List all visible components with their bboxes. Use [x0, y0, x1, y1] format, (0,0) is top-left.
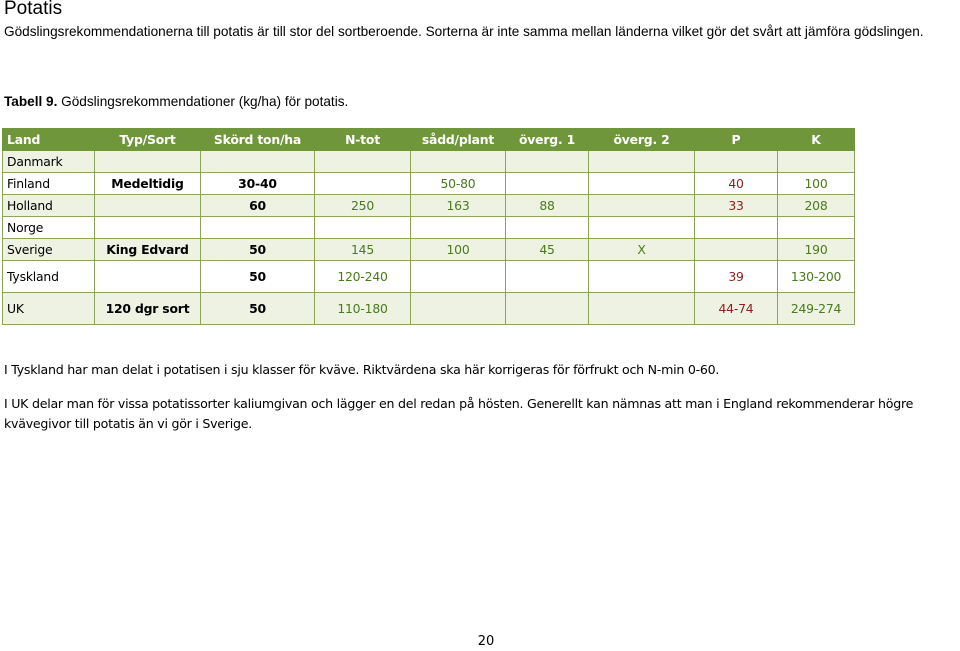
cell-k: 249-274 [778, 293, 855, 325]
table-row [3, 239, 855, 261]
cell-overg-2 [589, 195, 695, 217]
cell-land: UK [3, 293, 95, 325]
cell-overg-1 [506, 261, 589, 293]
table-caption [4, 93, 348, 111]
header-skord: Skörd ton/ha [201, 129, 315, 151]
cell-overg-2 [589, 293, 695, 325]
cell-n-tot: 145 [315, 239, 411, 261]
cell-p [695, 217, 778, 239]
cell-overg-2 [589, 173, 695, 195]
cell-k: 100 [778, 173, 855, 195]
cell-n-tot [315, 217, 411, 239]
cell-typ-sort: Medeltidig [95, 173, 201, 195]
cell-k: 130-200 [778, 261, 855, 293]
cell-typ-sort: 120 dgr sort [95, 293, 201, 325]
table-caption-text: Gödslingsrekommendationer (kg/ha) för potatis. [57, 94, 349, 109]
cell-sadd-plant: 50-80 [411, 173, 506, 195]
section-title: Potatis [4, 0, 63, 19]
cell-typ-sort [95, 151, 201, 173]
cell-skord [201, 151, 315, 173]
header-row [3, 129, 855, 151]
header-k: K [778, 129, 855, 151]
cell-k: 190 [778, 239, 855, 261]
table-row [3, 261, 855, 293]
header-overg-2: överg. 2 [589, 129, 695, 151]
cell-k [778, 217, 855, 239]
fertilizer-table [2, 128, 855, 325]
cell-land: Finland [3, 173, 95, 195]
cell-land: Tyskland [3, 261, 95, 293]
cell-overg-1 [506, 151, 589, 173]
cell-land: Norge [3, 217, 95, 239]
table-body [3, 151, 855, 325]
cell-p: 39 [695, 261, 778, 293]
cell-sadd-plant: 163 [411, 195, 506, 217]
cell-land: Holland [3, 195, 95, 217]
cell-skord: 50 [201, 239, 315, 261]
cell-k [778, 151, 855, 173]
header-overg-1: överg. 1 [506, 129, 589, 151]
cell-skord: 50 [201, 293, 315, 325]
cell-n-tot: 120-240 [315, 261, 411, 293]
cell-overg-2 [589, 217, 695, 239]
cell-sadd-plant [411, 217, 506, 239]
cell-p: 44-74 [695, 293, 778, 325]
cell-sadd-plant [411, 261, 506, 293]
cell-overg-2: X [589, 239, 695, 261]
table-header [3, 129, 855, 151]
cell-overg-1: 45 [506, 239, 589, 261]
cell-skord [201, 217, 315, 239]
cell-overg-2 [589, 261, 695, 293]
cell-p: 40 [695, 173, 778, 195]
cell-land: Danmark [3, 151, 95, 173]
paragraph-tyskland: I Tyskland har man delat i potatisen i sju klasser för kväve. Riktvärdena ska här korrigeras för förfrukt och N-min 0-60. [4, 362, 720, 377]
cell-p: 33 [695, 195, 778, 217]
paragraph-uk: I UK delar man för vissa potatissorter kaliumgivan och lägger en del redan på hösten. Generellt kan nämnas att man i England rekommenderar högre kvävegivor till potatis än vi gör i Sverige. [4, 396, 914, 431]
table-row [3, 293, 855, 325]
cell-skord: 50 [201, 261, 315, 293]
cell-n-tot: 250 [315, 195, 411, 217]
cell-sadd-plant [411, 151, 506, 173]
cell-overg-1 [506, 217, 589, 239]
cell-typ-sort [95, 195, 201, 217]
cell-n-tot [315, 173, 411, 195]
page-number: 20 [477, 634, 495, 649]
intro-paragraph: Gödslingsrekommendationerna till potatis är till stor del sortberoende. Sorterna är inte samma mellan länderna vilket gör det svårt att jämföra gödslingen. [4, 24, 924, 39]
header-p: P [695, 129, 778, 151]
header-sadd-plant: sådd/plant [411, 129, 506, 151]
header-n-tot: N-tot [315, 129, 411, 151]
header-typ-sort: Typ/Sort [95, 129, 201, 151]
cell-n-tot [315, 151, 411, 173]
cell-k: 208 [778, 195, 855, 217]
cell-overg-1 [506, 173, 589, 195]
cell-typ-sort [95, 261, 201, 293]
header-land: Land [3, 129, 95, 151]
table-row [3, 217, 855, 239]
cell-overg-1 [506, 293, 589, 325]
cell-skord: 60 [201, 195, 315, 217]
cell-sadd-plant [411, 293, 506, 325]
cell-typ-sort [95, 217, 201, 239]
cell-sadd-plant: 100 [411, 239, 506, 261]
cell-land: Sverige [3, 239, 95, 261]
cell-overg-2 [589, 151, 695, 173]
table-row [3, 195, 855, 217]
cell-overg-1: 88 [506, 195, 589, 217]
cell-p [695, 151, 778, 173]
table-row [3, 151, 855, 173]
cell-p [695, 239, 778, 261]
table-row [3, 173, 855, 195]
cell-typ-sort: King Edvard [95, 239, 201, 261]
cell-skord: 30-40 [201, 173, 315, 195]
table-caption-label: Tabell 9. [4, 94, 58, 109]
cell-n-tot: 110-180 [315, 293, 411, 325]
